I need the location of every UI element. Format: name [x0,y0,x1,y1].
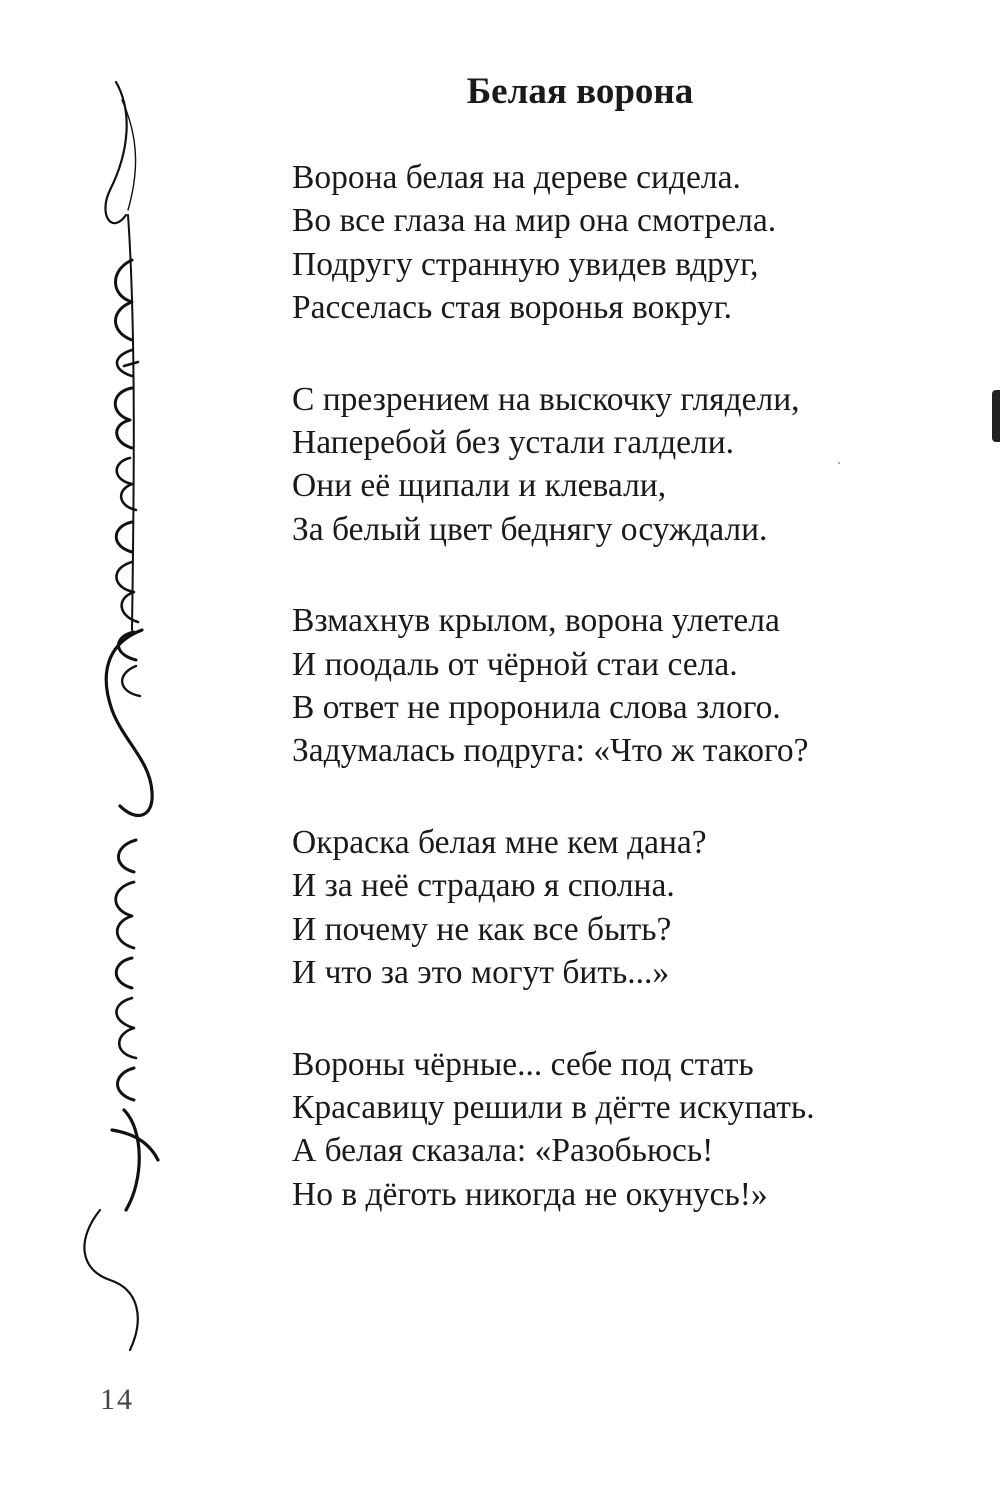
edge-mark [992,390,1000,442]
poem-line: Задумалась подруга: «Что ж такого? [292,732,809,770]
poem-line: И почему не как все быть? [292,910,672,948]
poem-body [292,156,972,1264]
stanza-4 [292,821,972,995]
poem-line: И поодаль от чёрной стаи села. [292,645,738,683]
poem-line: За белый цвет беднягу осуждали. [292,510,768,548]
stanza-5 [292,1043,972,1217]
poem-line: Наперебой без устали галдели. [292,424,735,462]
poem-line: Окраска белая мне кем дана? [292,823,707,861]
author-signature [40,70,180,1360]
page-number: 14 [100,1383,134,1416]
poem-title: Белая ворона [466,71,694,112]
poem-line: В ответ не проронила слова злого. [292,689,781,727]
print-speck [838,462,840,464]
poem-line: Вороны чёрные... себе под стать [292,1045,754,1083]
poem-line: Они её щипали и клевали, [292,467,667,505]
poem-line: Красавицу решили в дёгте искупать. [292,1088,815,1126]
stanza-2 [292,378,972,552]
poem-line: Подругу странную увидев вдруг, [292,245,759,283]
poem-line: Ворона белая на дереве сидела. [292,159,741,196]
poem-line: Расселась стая воронья вокруг. [292,289,733,327]
stanza-3 [292,599,972,773]
poem-line: Во все глаза на мир она смотрела. [292,202,777,240]
poem-line: И за неё страдаю я сполна. [292,867,675,905]
poem-line: С презрением на выскочку глядели, [292,380,800,418]
poem-line: Взмахнув крылом, ворона улетела [292,602,780,640]
poem-line: Но в дёготь никогда не окунусь!» [292,1175,768,1213]
poem-line: А белая сказала: «Разобьюсь! [292,1132,714,1170]
stanza-1 [292,156,972,330]
poem-line: И что за это могут бить...» [292,954,670,992]
